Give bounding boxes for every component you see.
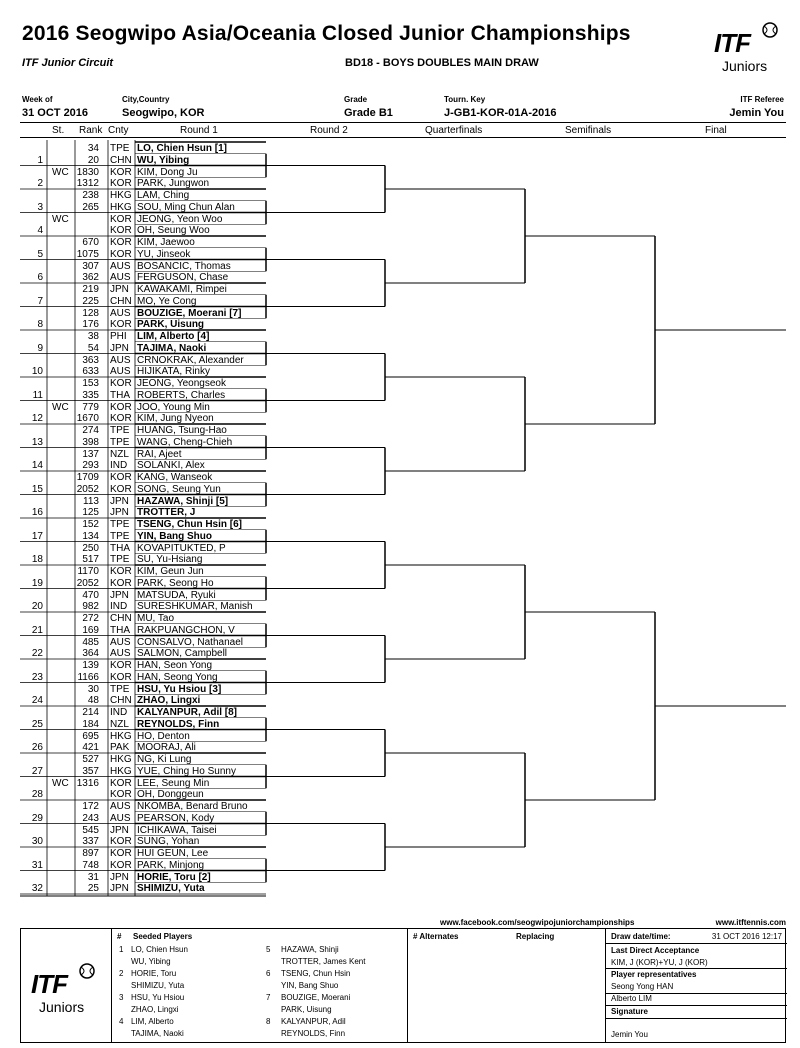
player-name: SHIMIZU, Yuta <box>137 883 205 895</box>
player-rank: 398 <box>82 436 99 448</box>
player-country: KOR <box>110 178 132 190</box>
player-rank: 470 <box>82 589 99 601</box>
footer-rule-2 <box>605 968 787 969</box>
player-name: ZHAO, Lingxi <box>137 695 201 707</box>
player-name: ROBERTS, Charles <box>137 389 226 401</box>
player-country: KOR <box>110 401 132 413</box>
player-rank: 153 <box>82 378 99 389</box>
draw-position: 24 <box>31 695 43 707</box>
player-country: CHN <box>110 295 132 307</box>
player-name: FERGUSON, Chase <box>137 272 229 284</box>
player-country: KOR <box>110 213 132 225</box>
footer-logo-juniors-text: Juniors <box>39 999 85 1015</box>
footer-divider-3 <box>605 929 606 1042</box>
player-name: CONSALVO, Nathanael <box>137 636 243 648</box>
draw-position: 20 <box>31 601 43 613</box>
seed-player-b: TROTTER, James Kent <box>281 957 366 966</box>
draw-position: 31 <box>31 859 43 871</box>
draw-position: 16 <box>31 507 43 519</box>
player-name: TSENG, Chun Hsin [6] <box>137 519 242 530</box>
draw-name: BD18 - BOYS DOUBLES MAIN DRAW <box>345 57 539 69</box>
entry-status: WC <box>52 777 69 789</box>
player-country: TPE <box>110 143 130 154</box>
player-country: IND <box>110 460 128 472</box>
alternates-title: # Alternates <box>413 932 459 941</box>
player-rank: 1830 <box>76 166 99 178</box>
player-rank: 2052 <box>76 483 99 495</box>
player-country: KOR <box>110 660 132 671</box>
player-name: BOUZIGE, Moerani [7] <box>137 307 242 319</box>
seed-player-a: KALYANPUR, Adil <box>281 1017 346 1026</box>
player-rank: 357 <box>82 765 99 777</box>
draw-position: 29 <box>31 812 43 824</box>
player-name: NG, Ki Lung <box>137 754 192 765</box>
seed-number: 1 <box>119 945 124 954</box>
page-title: 2016 Seogwipo Asia/Oceania Closed Junior Championships <box>22 22 631 45</box>
player-rank: 1166 <box>77 671 99 683</box>
player-country: JPN <box>110 589 129 601</box>
draw-position: 11 <box>32 389 43 401</box>
player-name: HUI GEUN, Lee <box>137 848 209 859</box>
player-country: KOR <box>110 577 132 589</box>
draw-position: 21 <box>31 624 43 636</box>
player-rank: 38 <box>87 331 99 342</box>
player-rank: 137 <box>82 448 99 460</box>
player-name: RAKPUANGCHON, V <box>137 624 235 636</box>
grade-label: Grade <box>344 95 368 104</box>
player-rank: 48 <box>87 695 99 707</box>
player-name: CRNOKRAK, Alexander <box>137 354 244 366</box>
player-country: TPE <box>110 519 130 530</box>
seed-player-b: TAJIMA, Naoki <box>131 1029 184 1038</box>
seeded-title: Seeded Players <box>133 932 193 941</box>
seed-number: 3 <box>119 993 124 1002</box>
player-country: TPE <box>110 683 130 695</box>
player-country: KOR <box>110 319 132 331</box>
player-rank: 779 <box>82 401 99 413</box>
player-name: SURESHKUMAR, Manish <box>137 601 253 613</box>
grade-value: Grade B1 <box>344 107 393 119</box>
player-name: JEONG, Yeon Woo <box>137 213 223 225</box>
footer-rule-5 <box>605 1018 787 1019</box>
player-country: TPE <box>110 436 130 448</box>
player-name: WU, Yibing <box>137 154 190 166</box>
player-country: TPE <box>110 554 130 566</box>
draw-position: 26 <box>31 742 43 754</box>
seed-player-a: HAZAWA, Shinji <box>281 945 339 954</box>
player-rank: 1170 <box>77 566 99 577</box>
player-rank: 1316 <box>76 777 99 789</box>
logo-juniors-text: Juniors <box>722 58 768 74</box>
draw-position: 3 <box>37 201 43 213</box>
player-rank: 152 <box>82 519 99 530</box>
facebook-url[interactable]: www.facebook.com/seogwipojuniorchampionships <box>440 918 635 927</box>
player-rank: 219 <box>82 284 99 295</box>
player-name: KOVAPITUKTED, P <box>137 542 226 554</box>
player-country: AUS <box>110 260 131 272</box>
player-name: PARK, Minjong <box>137 859 205 871</box>
player-rank: 748 <box>82 859 99 871</box>
player-rank: 1670 <box>76 413 99 425</box>
entry-status: WC <box>52 213 69 225</box>
signature-label: Signature <box>611 1007 648 1016</box>
player-country: AUS <box>110 801 131 812</box>
player-rank: 1709 <box>76 472 99 483</box>
player-name: YU, Jinseok <box>137 248 191 260</box>
player-country: AUS <box>110 648 131 660</box>
footer-logo-itf-text: ITF <box>31 969 67 999</box>
itftennis-url[interactable]: www.itftennis.com <box>715 918 786 927</box>
player-country: THA <box>110 624 130 636</box>
player-rank: 633 <box>82 366 99 378</box>
player-name: PARK, Seong Ho <box>137 577 214 589</box>
player-name: SU, Yu-Hsiang <box>137 554 203 566</box>
entry-status: WC <box>52 166 69 178</box>
player-country: AUS <box>110 366 131 378</box>
player-country: CHN <box>110 154 132 166</box>
draw-position: 5 <box>37 248 43 260</box>
player-rank: 362 <box>82 272 99 284</box>
player-country: KOR <box>110 237 132 248</box>
player-rank: 172 <box>82 801 99 812</box>
player-rank: 272 <box>82 613 99 624</box>
col-semifinals: Semifinals <box>565 125 612 136</box>
referee-value: Jemin You <box>729 107 784 119</box>
logo-itf-text: ITF <box>714 28 750 58</box>
player-country: KOR <box>110 166 132 178</box>
player-name: KAWAKAMI, Rimpei <box>137 284 227 295</box>
player-rank: 545 <box>82 824 99 836</box>
draw-position: 7 <box>37 295 43 307</box>
seed-player-a: BOUZIGE, Moerani <box>281 993 351 1002</box>
player-rank: 134 <box>82 530 99 542</box>
player-rank: 307 <box>82 260 99 272</box>
player-name: SALMON, Campbell <box>137 648 228 660</box>
col-round1: Round 1 <box>180 125 218 136</box>
player-country: TPE <box>110 425 130 436</box>
player-rank: 176 <box>82 319 99 331</box>
draw-position: 8 <box>37 319 43 331</box>
player-rank: 238 <box>82 190 99 201</box>
draw-position: 32 <box>31 883 43 895</box>
player-name: KALYANPUR, Adil [8] <box>137 707 238 718</box>
draw-position: 15 <box>31 483 43 495</box>
player-name: LIM, Alberto [4] <box>137 331 210 342</box>
player-country: KOR <box>110 836 132 848</box>
player-rank: 265 <box>82 201 99 213</box>
player-name: MATSUDA, Ryuki <box>137 589 216 601</box>
player-country: HKG <box>110 765 132 777</box>
tourn-key-value: J-GB1-KOR-01A-2016 <box>444 107 557 119</box>
player-country: JPN <box>110 871 129 883</box>
player-country: HKG <box>110 754 132 765</box>
player-name: KIM, Jung Nyeon <box>137 413 214 425</box>
player-name: YUE, Ching Ho Sunny <box>137 765 236 777</box>
player-name: ICHIKAWA, Taisei <box>137 824 217 836</box>
player-name: BOSANCIC, Thomas <box>137 260 231 272</box>
player-name: HAN, Seon Yong <box>137 660 213 671</box>
draw-date-label: Draw date/time: <box>611 932 671 941</box>
player-rank: 485 <box>82 636 99 648</box>
player-name: HIJIKATA, Rinky <box>137 366 210 378</box>
player-name: SONG, Seung Yun <box>137 483 221 495</box>
draw-position: 17 <box>31 530 43 542</box>
player-country: JPN <box>110 883 129 895</box>
player-rank: 54 <box>87 342 99 354</box>
player-rank: 113 <box>83 495 99 507</box>
player-country: HKG <box>110 190 132 201</box>
player-country: PHI <box>110 331 127 342</box>
player-name: RAI, Ajeet <box>137 448 182 460</box>
player-rank: 364 <box>82 648 99 660</box>
seed-player-a: HORIE, Toru <box>131 969 177 978</box>
player-country: PAK <box>110 742 130 754</box>
signature-value: Jemin You <box>611 1030 648 1039</box>
footer-rule-1 <box>605 943 787 944</box>
player-rank: 982 <box>82 601 99 613</box>
seed-number: 4 <box>119 1017 124 1026</box>
seed-player-a: TSENG, Chun Hsin <box>281 969 351 978</box>
player-country: AUS <box>110 354 131 366</box>
draw-position: 18 <box>31 554 43 566</box>
player-rank: 34 <box>87 143 99 154</box>
draw-position: 12 <box>31 413 43 425</box>
player-country: KOR <box>110 859 132 871</box>
player-name: SUNG, Yohan <box>137 836 200 848</box>
draw-position: 2 <box>37 178 43 190</box>
player-country: KOR <box>110 777 132 789</box>
reps-label: Player representatives <box>611 970 697 979</box>
draw-position: 27 <box>31 765 43 777</box>
player-country: JPN <box>110 284 129 295</box>
draw-position: 19 <box>31 577 43 589</box>
player-country: IND <box>110 601 128 613</box>
footer-box <box>20 928 786 1043</box>
player-rank: 335 <box>82 389 99 401</box>
seed-player-b: REYNOLDS, Finn <box>281 1029 346 1038</box>
player-country: AUS <box>110 636 131 648</box>
draw-date-value: 31 OCT 2016 12:17 <box>711 932 782 941</box>
player-country: AUS <box>110 272 131 284</box>
player-name: MO, Ye Cong <box>137 295 197 307</box>
player-rank: 1312 <box>76 178 99 190</box>
player-rank: 128 <box>82 307 99 319</box>
player-rank: 125 <box>82 507 99 519</box>
seed-number: 6 <box>266 969 271 978</box>
player-rank: 421 <box>82 742 99 754</box>
player-rank: 31 <box>87 871 99 883</box>
player-rank: 25 <box>87 883 99 895</box>
player-country: JPN <box>110 495 129 507</box>
player-country: HKG <box>110 201 132 213</box>
player-country: KOR <box>110 483 132 495</box>
player-country: HKG <box>110 730 132 742</box>
draw-position: 10 <box>31 366 43 378</box>
player-name: HSU, Yu Hsiou [3] <box>137 683 222 695</box>
player-name: PEARSON, Kody <box>137 812 215 824</box>
player-country: TPE <box>110 530 130 542</box>
player-country: AUS <box>110 307 131 319</box>
seed-player-b: YIN, Bang Shuo <box>281 981 339 990</box>
seed-player-b: WU, Yibing <box>131 957 171 966</box>
player-country: KOR <box>110 671 132 683</box>
entry-status: WC <box>52 401 69 413</box>
col-final: Final <box>705 125 727 136</box>
player-name: MU, Tao <box>137 613 175 624</box>
seed-number: 5 <box>266 945 271 954</box>
player-rank: 274 <box>82 425 99 436</box>
player-country: KOR <box>110 789 132 801</box>
player-country: AUS <box>110 812 131 824</box>
lda-value: KIM, J (KOR)+YU, J (KOR) <box>611 958 708 967</box>
col-rank: Rank <box>79 125 103 136</box>
player-country: KOR <box>110 472 132 483</box>
col-quarterfinals: Quarterfinals <box>425 125 483 136</box>
player-name: LO, Chien Hsun [1] <box>137 143 227 154</box>
player-name: MOORAJ, Ali <box>137 742 196 754</box>
col-st: St. <box>52 125 65 136</box>
player-rank: 2052 <box>76 577 99 589</box>
seed-player-b: SHIMIZU, Yuta <box>131 981 185 990</box>
player-name: HUANG, Tsung-Hao <box>137 425 227 436</box>
player-name: LAM, Ching <box>137 190 190 201</box>
player-name: KIM, Geun Jun <box>137 566 204 577</box>
player-rank: 30 <box>87 683 99 695</box>
draw-position: 1 <box>37 154 43 166</box>
player-name: TROTTER, J <box>137 507 196 519</box>
player-rank: 363 <box>82 354 99 366</box>
player-name: SOLANKI, Alex <box>137 460 205 472</box>
player-country: NZL <box>110 718 129 730</box>
player-country: THA <box>110 389 130 401</box>
draw-position: 22 <box>31 648 43 660</box>
player-name: NKOMBA, Benard Bruno <box>137 801 248 812</box>
player-name: WANG, Cheng-Chieh <box>137 436 233 448</box>
footer-divider-1 <box>111 929 112 1042</box>
player-rank: 1075 <box>76 248 99 260</box>
player-name: HAZAWA, Shinji [5] <box>137 495 229 507</box>
player-country: KOR <box>110 848 132 859</box>
player-name: HO, Denton <box>137 730 190 742</box>
draw-position: 13 <box>31 436 43 448</box>
player-rank: 184 <box>82 718 99 730</box>
player-rank: 527 <box>82 754 99 765</box>
player-rank: 20 <box>87 154 99 166</box>
player-name: TAJIMA, Naoki <box>137 342 207 354</box>
player-country: IND <box>110 707 128 718</box>
draw-position: 9 <box>37 342 43 354</box>
player-rank: 139 <box>82 660 99 671</box>
footer-itf-logo <box>29 959 99 1017</box>
week-label: Week of <box>22 95 53 104</box>
player-country: KOR <box>110 378 132 389</box>
player-country: KOR <box>110 566 132 577</box>
player-country: NZL <box>110 448 129 460</box>
city-label: City,Country <box>122 95 170 104</box>
player-country: KOR <box>110 413 132 425</box>
player-rank: 243 <box>82 812 99 824</box>
player-rank: 517 <box>82 554 99 566</box>
city-value: Seogwipo, KOR <box>122 107 205 119</box>
player-country: KOR <box>110 248 132 260</box>
col-cnty: Cnty <box>108 125 129 136</box>
draw-position: 14 <box>31 460 43 472</box>
player-country: JPN <box>110 507 129 519</box>
draw-position: 4 <box>37 225 43 237</box>
col-round2: Round 2 <box>310 125 348 136</box>
circuit-name: ITF Junior Circuit <box>22 57 114 69</box>
lda-label: Last Direct Acceptance <box>611 946 700 955</box>
tourn-key-label: Tourn. Key <box>444 95 486 104</box>
seed-player-a: LO, Chien Hsun <box>131 945 188 954</box>
player-rank: 897 <box>82 848 99 859</box>
referee-label: ITF Referee <box>740 95 784 104</box>
replacing-title: Replacing <box>516 932 555 941</box>
player-country: THA <box>110 542 130 554</box>
player-name: SOU, Ming Chun Alan <box>137 201 235 213</box>
player-name: JOO, Young Min <box>137 401 210 413</box>
footer-divider-2 <box>407 929 408 1042</box>
seed-number: 2 <box>119 969 124 978</box>
player-rank: 250 <box>82 542 99 554</box>
seed-player-b: ZHAO, Lingxi <box>131 1005 179 1014</box>
player-rank: 293 <box>82 460 99 472</box>
seed-player-a: LIM, Alberto <box>131 1017 174 1026</box>
player-country: JPN <box>110 342 129 354</box>
player-name: OH, Seung Woo <box>137 225 210 237</box>
player-name: HAN, Seong Yong <box>137 671 218 683</box>
draw-position: 6 <box>37 272 43 284</box>
player-name: PARK, Jungwon <box>137 178 210 190</box>
player-name: PARK, Uisung <box>137 319 205 331</box>
seed-number: 7 <box>266 993 271 1002</box>
draw-position: 30 <box>31 836 43 848</box>
seeded-hash: # <box>117 932 122 941</box>
seed-player-b: PARK, Uisung <box>281 1005 332 1014</box>
draw-position: 28 <box>31 789 43 801</box>
player-rank: 695 <box>82 730 99 742</box>
seed-player-a: HSU, Yu Hsiou <box>131 993 185 1002</box>
seed-number: 8 <box>266 1017 271 1026</box>
player-rank: 169 <box>82 624 99 636</box>
player-country: CHN <box>110 695 132 707</box>
footer-rule-4 <box>605 1005 787 1006</box>
player-name: YIN, Bang Shuo <box>137 530 212 542</box>
player-name: LEE, Seung Min <box>137 777 210 789</box>
player-rank: 225 <box>82 295 99 307</box>
player-rank: 670 <box>82 237 99 248</box>
rep-1: Seong Yong HAN <box>611 982 674 991</box>
player-country: KOR <box>110 225 132 237</box>
player-name: HORIE, Toru [2] <box>137 871 211 883</box>
draw-position: 25 <box>31 718 43 730</box>
player-name: KIM, Jaewoo <box>137 237 195 248</box>
player-country: JPN <box>110 824 129 836</box>
player-country: CHN <box>110 613 132 624</box>
player-name: KIM, Dong Ju <box>137 166 198 178</box>
rep-2: Alberto LIM <box>611 994 652 1003</box>
player-name: OH, Donggeun <box>137 789 204 801</box>
player-name: KANG, Wanseok <box>137 472 213 483</box>
player-rank: 214 <box>82 707 99 718</box>
draw-position: 23 <box>31 671 43 683</box>
player-name: JEONG, Yeongseok <box>137 378 226 389</box>
player-name: REYNOLDS, Finn <box>137 718 220 730</box>
week-value: 31 OCT 2016 <box>22 107 89 119</box>
player-rank: 337 <box>82 836 99 848</box>
